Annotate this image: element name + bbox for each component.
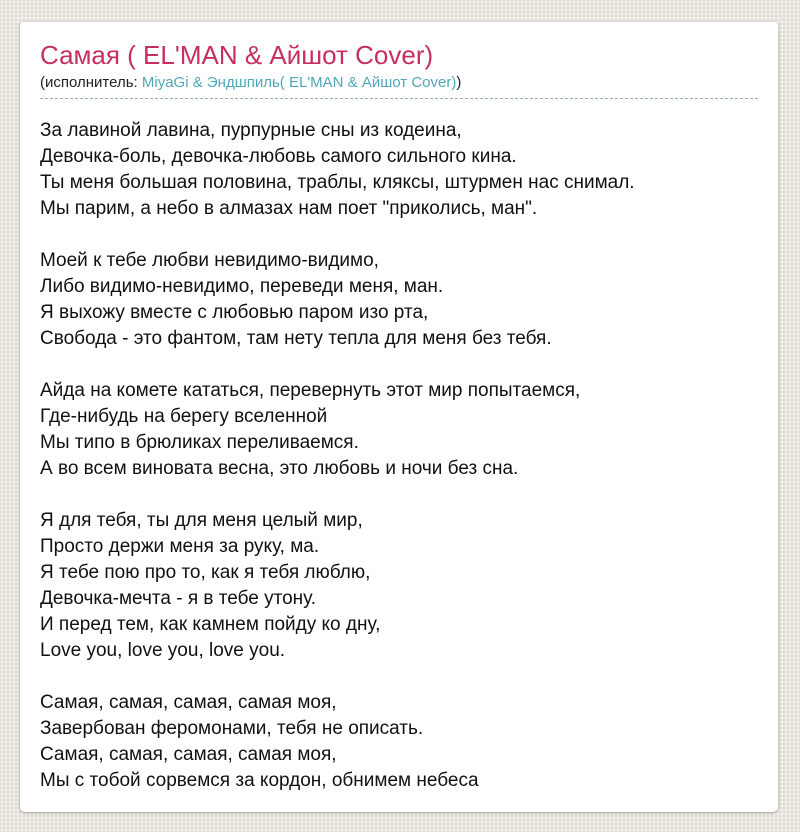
verse-4 [40, 508, 758, 664]
lyric-line: Завербован феромонами, тебя не описать. [40, 717, 424, 739]
artist-line [40, 73, 758, 99]
verse-5 [40, 690, 758, 794]
artist-suffix: ) [456, 74, 462, 92]
lyric-line: Самая, самая, самая, самая моя, [40, 691, 337, 713]
verse-2 [40, 248, 758, 352]
verse-1 [40, 118, 758, 222]
lyric-line: Ты меня большая половина, траблы, кляксы, штурмен нас снимал. [40, 171, 635, 193]
song-title: Самая ( EL'MAN & Айшот Cover) [40, 40, 434, 70]
lyric-line: Мы парим, а небо в алмазах нам поет "приколись, ман". [40, 197, 538, 219]
lyric-line: И перед тем, как камнем пойду ко дну, [40, 613, 381, 635]
lyric-line: Свобода - это фантом, там нету тепла для меня без тебя. [40, 327, 552, 349]
lyric-line: Love you, love you, love you. [40, 639, 286, 661]
lyric-line: За лавиной лавина, пурпурные сны из кодеина, [40, 119, 462, 141]
lyric-line: Я выхожу вместе с любовью паром изо рта, [40, 301, 429, 323]
lyric-line: Я для тебя, ты для меня целый мир, [40, 509, 363, 531]
lyric-line: Где-нибудь на берегу вселенной [40, 405, 328, 427]
lyric-line: Айда на комете кататься, перевернуть этот мир попытаемся, [40, 379, 581, 401]
lyric-line: Мы с тобой сорвемся за кордон, обнимем небеса [40, 769, 479, 791]
lyric-line: Девочка-мечта - я в тебе утону. [40, 587, 317, 609]
lyric-line: Девочка-боль, девочка-любовь самого сильного кина. [40, 145, 517, 167]
verse-3 [40, 378, 758, 482]
lyric-line: А во всем виновата весна, это любовь и ночи без сна. [40, 457, 519, 479]
lyric-line: Я тебе пою про то, как я тебя люблю, [40, 561, 371, 583]
artist-link[interactable]: MiyaGi & Эндшпиль( EL'MAN & Айшот Cover) [141, 74, 457, 92]
lyric-line: Моей к тебе любви невидимо-видимо, [40, 249, 379, 271]
artist-prefix: (исполнитель: [40, 74, 142, 92]
lyric-line: Самая, самая, самая, самая моя, [40, 743, 337, 765]
lyrics-card [20, 22, 778, 812]
lyric-line: Либо видимо-невидимо, переведи меня, ман. [40, 275, 444, 297]
lyric-line: Просто держи меня за руку, ма. [40, 535, 320, 557]
lyric-line: Мы типо в брюликах переливаемся. [40, 431, 359, 453]
lyrics-text [40, 118, 758, 794]
